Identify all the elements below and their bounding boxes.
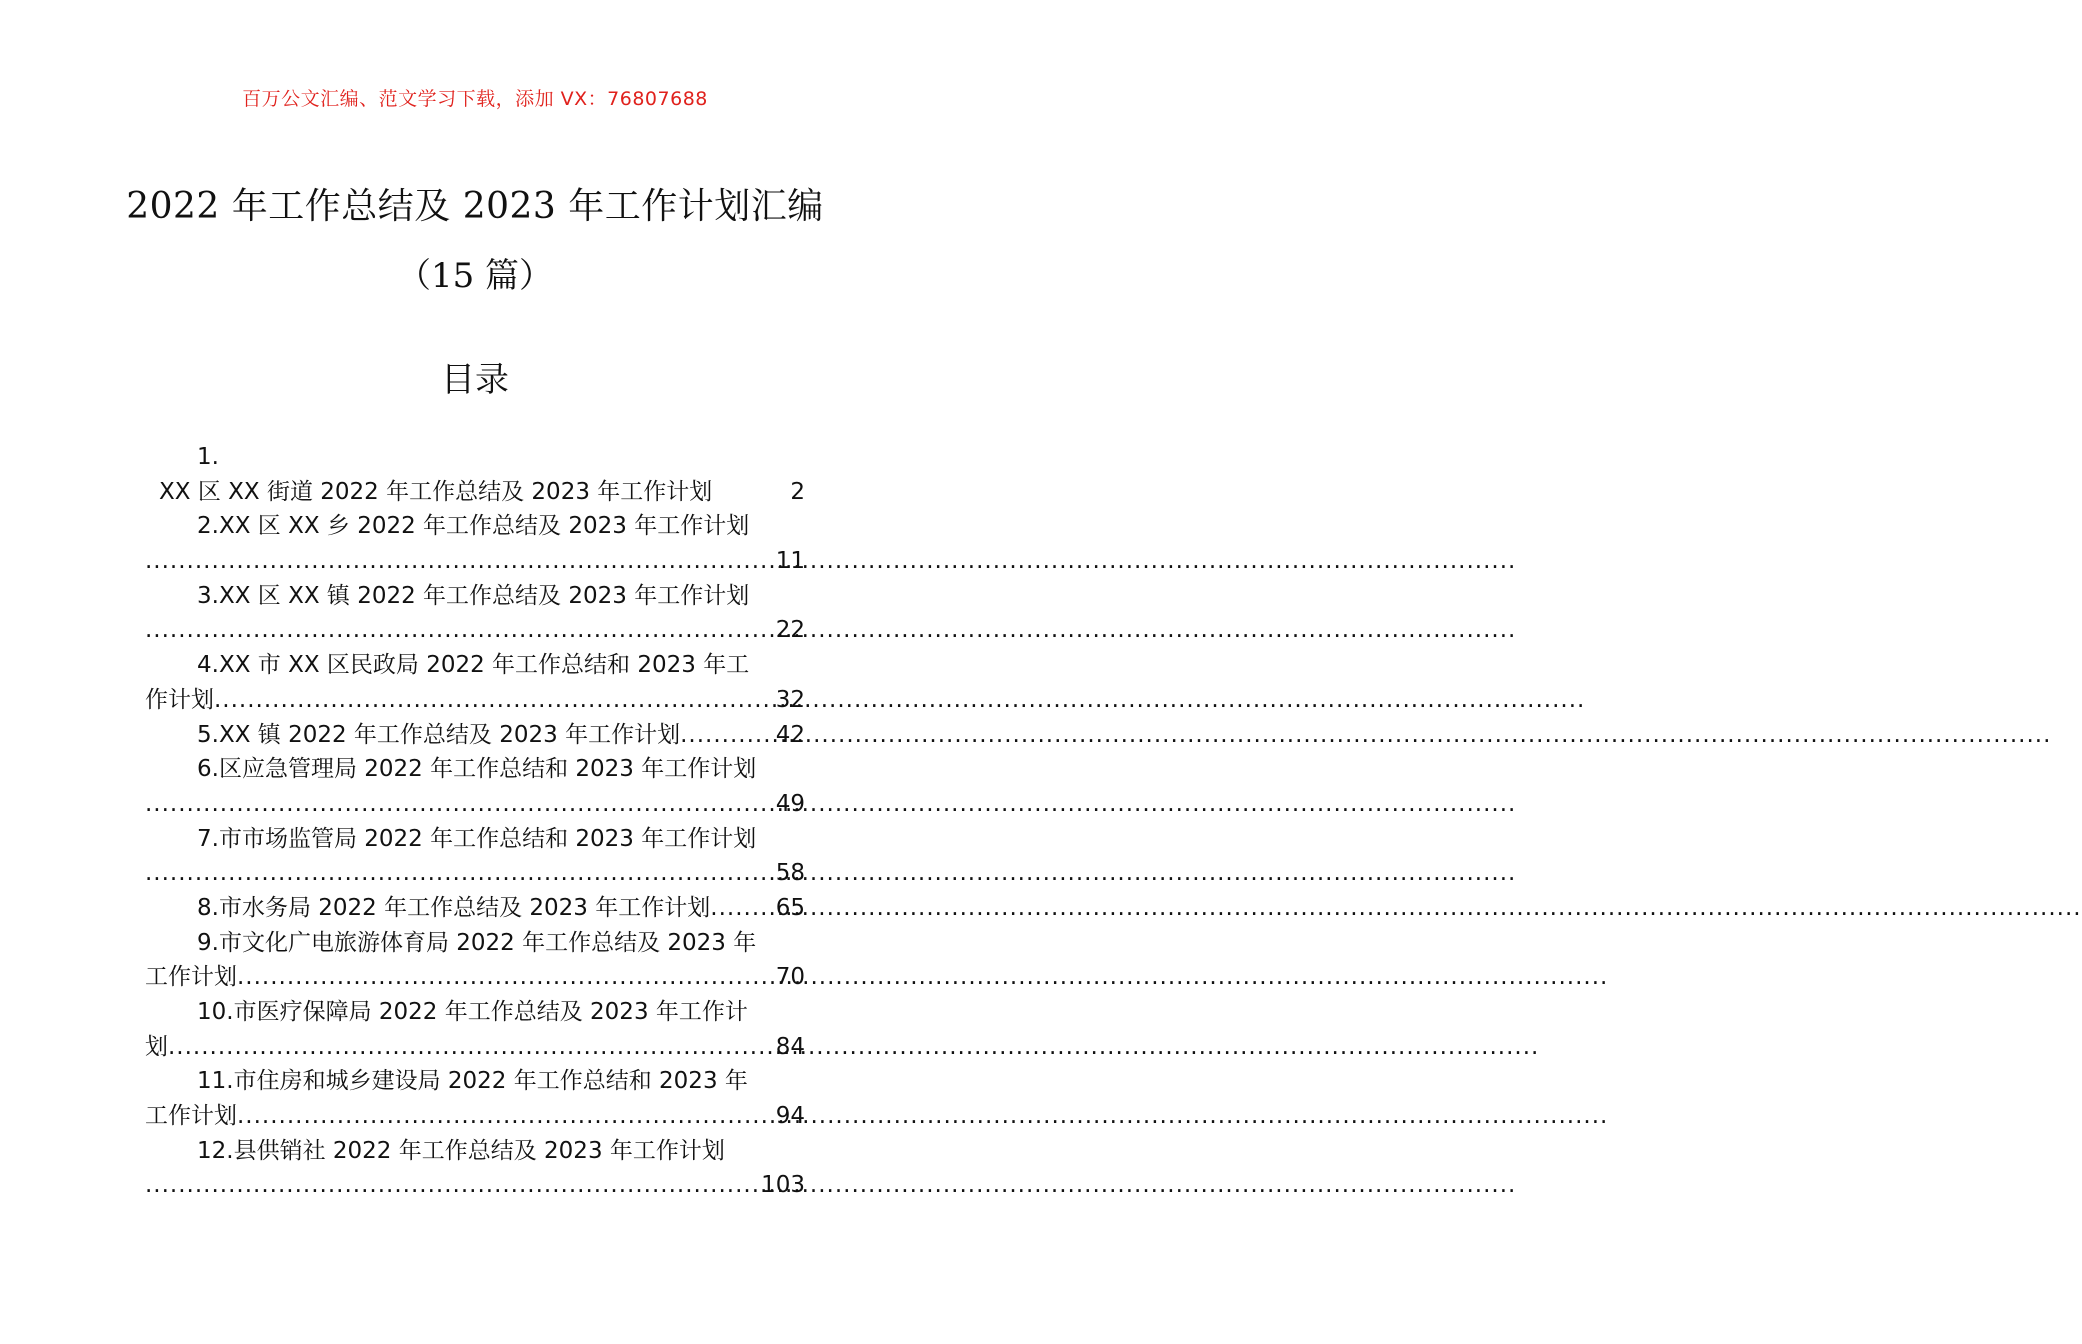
toc-entry-title: 2.XX 区 XX 乡 2022 年工作总结及 2023 年工作计划 bbox=[197, 513, 750, 540]
dot-leader bbox=[145, 856, 774, 891]
toc-entry-title-cont: 工作计划 bbox=[145, 964, 237, 991]
dot-leader bbox=[214, 683, 774, 718]
toc-entry-title: 5.XX 镇 2022 年工作总结及 2023 年工作计划 bbox=[197, 721, 681, 748]
toc-page-number: 42 bbox=[775, 721, 805, 748]
dot-leader bbox=[145, 544, 774, 579]
toc-entry-6[interactable] bbox=[145, 752, 805, 821]
toc-entry-title: 11.市住房和城乡建设局 2022 年工作总结和 2023 年 bbox=[197, 1068, 748, 1095]
toc-entry-10[interactable] bbox=[145, 995, 805, 1064]
dot-leader bbox=[710, 891, 773, 926]
toc-entry-5[interactable] bbox=[145, 718, 805, 753]
toc-entry-title: 6.区应急管理局 2022 年工作总结和 2023 年工作计划 bbox=[197, 756, 757, 783]
toc-page-number: 49 bbox=[775, 790, 805, 817]
toc-entry-title: 4.XX 市 XX 区民政局 2022 年工作总结和 2023 年工 bbox=[197, 652, 750, 679]
dot-leader bbox=[680, 718, 774, 753]
toc-entry-12[interactable] bbox=[145, 1134, 805, 1203]
document-title: 2022 年工作总结及 2023 年工作计划汇编 bbox=[126, 186, 824, 227]
toc-entry-title: 12.县供销社 2022 年工作总结及 2023 年工作计划 bbox=[197, 1137, 725, 1164]
dot-leader bbox=[145, 787, 774, 822]
table-of-contents bbox=[145, 440, 805, 1203]
toc-entry-4[interactable] bbox=[145, 648, 805, 717]
header-note: 百万公文汇编、范文学习下载，添加 VX：76807688 bbox=[242, 88, 708, 110]
toc-entry-title-cont: XX 区 XX 街道 2022 年工作总结及 2023 年工作计划 bbox=[159, 478, 713, 505]
dot-leader bbox=[145, 1168, 759, 1203]
toc-heading: 目录 bbox=[441, 360, 509, 400]
toc-entry-1[interactable] bbox=[145, 440, 805, 509]
toc-page-number: 11 bbox=[775, 548, 805, 575]
toc-page-number: 22 bbox=[775, 617, 805, 644]
toc-entry-8[interactable] bbox=[145, 891, 805, 926]
dot-leader bbox=[237, 1099, 774, 1134]
toc-entry-2[interactable] bbox=[145, 509, 805, 578]
toc-page-number: 103 bbox=[761, 1172, 805, 1199]
toc-page-number: 58 bbox=[775, 860, 805, 887]
dot-leader bbox=[237, 960, 774, 995]
toc-entry-7[interactable] bbox=[145, 822, 805, 891]
toc-entry-3[interactable] bbox=[145, 579, 805, 648]
toc-entry-title: 1. bbox=[197, 444, 219, 470]
toc-entry-title: 7.市市场监管局 2022 年工作总结和 2023 年工作计划 bbox=[197, 825, 757, 852]
toc-entry-title-cont: 划 bbox=[145, 1033, 168, 1060]
toc-page-number: 70 bbox=[775, 964, 805, 991]
toc-entry-title: 9.市文化广电旅游体育局 2022 年工作总结及 2023 年 bbox=[197, 929, 757, 956]
toc-entry-9[interactable] bbox=[145, 926, 805, 995]
toc-page-number: 84 bbox=[775, 1033, 805, 1060]
toc-entry-title-cont: 作计划 bbox=[145, 686, 214, 713]
toc-entry-title: 3.XX 区 XX 镇 2022 年工作总结及 2023 年工作计划 bbox=[197, 582, 750, 609]
document-subtitle: （15 篇） bbox=[396, 256, 554, 296]
dot-leader bbox=[168, 1030, 774, 1065]
toc-page-number: 65 bbox=[775, 894, 805, 921]
toc-entry-title: 8.市水务局 2022 年工作总结及 2023 年工作计划 bbox=[197, 894, 711, 921]
toc-page-number: 32 bbox=[775, 686, 805, 713]
toc-page-number: 2 bbox=[790, 478, 805, 505]
toc-entry-title: 10.市医疗保障局 2022 年工作总结及 2023 年工作计 bbox=[197, 999, 748, 1025]
toc-entry-11[interactable] bbox=[145, 1064, 805, 1133]
toc-entry-title-cont: 工作计划 bbox=[145, 1103, 237, 1130]
toc-page-number: 94 bbox=[775, 1103, 805, 1130]
dot-leader bbox=[145, 613, 774, 648]
